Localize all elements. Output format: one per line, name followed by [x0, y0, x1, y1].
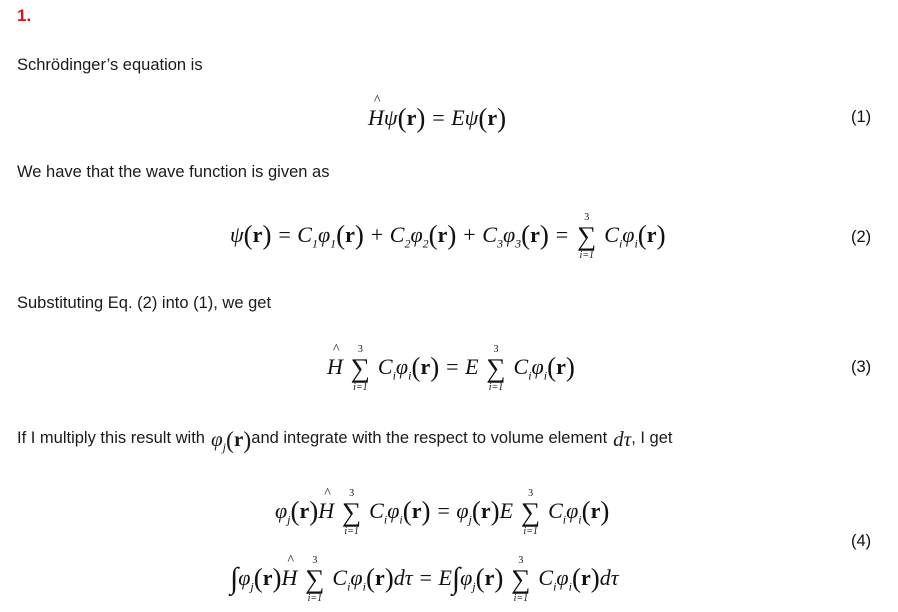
equation-4-line-2: $\int\varphi_j(r)\^{}$ H 3 ∑ i=1 $C_i\varphi_i(r)d\tau = E\int\varphi_j(r)$ 3 ∑ i=1 $C_i\varphi_i(r)d\tau$	[230, 559, 619, 594]
equation-2: $\psi(r) = C_1\varphi_1(r) + C_2\varphi_2(r) + C_3\varphi_3(r)$ = 3 ∑ i=1 $C_i\varphi_i(r)$	[230, 212, 666, 262]
summation-symbol: 3 ∑ i=1	[350, 344, 371, 394]
summation-symbol: 3 ∑ i=1	[511, 555, 531, 605]
summation-symbol: 3 ∑ i=1	[342, 488, 362, 538]
equation-number-2: (2)	[851, 228, 872, 246]
equation-number-4: (4)	[851, 532, 872, 550]
equation-1: ^ Hψ(r) = Eψ(r)	[368, 101, 506, 132]
equation-4-line-1: $\varphi_j(r)\^{}$ H 3 ∑ i=1 $C_i\varphi_i(r) = \varphi_j(r)E$ 3 ∑ i=1 $C_i\varphi_i(r)$	[275, 494, 609, 527]
summation-symbol: 3 ∑ i=1	[577, 212, 597, 262]
substitution-paragraph: Substituting Eq. (2) into (1), we get	[17, 294, 272, 312]
equation-number-3: (3)	[851, 358, 872, 376]
equation-number-1: (1)	[851, 108, 872, 126]
intro-paragraph: Schrödinger’s equation is	[17, 56, 203, 74]
summation-symbol: 3 ∑ i=1	[486, 344, 506, 394]
summation-symbol: 3 ∑ i=1	[305, 555, 325, 605]
dtau-inline: dτ	[613, 427, 632, 451]
wave-function-paragraph: We have that the wave function is given as	[17, 163, 330, 181]
multiply-paragraph: If I multiply this result with $\varphi_j(r)and$ integrate with the respect to volume elementdτ, I get	[17, 428, 672, 457]
phi-j-inline: $\varphi_j(r)$	[210, 427, 252, 455]
equation-3: ^ H 3 ∑ i=1 $C_i\varphi_i(r) = E$ 3 ∑ i=1 $C_i\varphi_i(r)$	[327, 350, 575, 383]
summation-symbol: 3 ∑ i=1	[520, 488, 541, 538]
section-heading: 1.	[17, 6, 32, 25]
